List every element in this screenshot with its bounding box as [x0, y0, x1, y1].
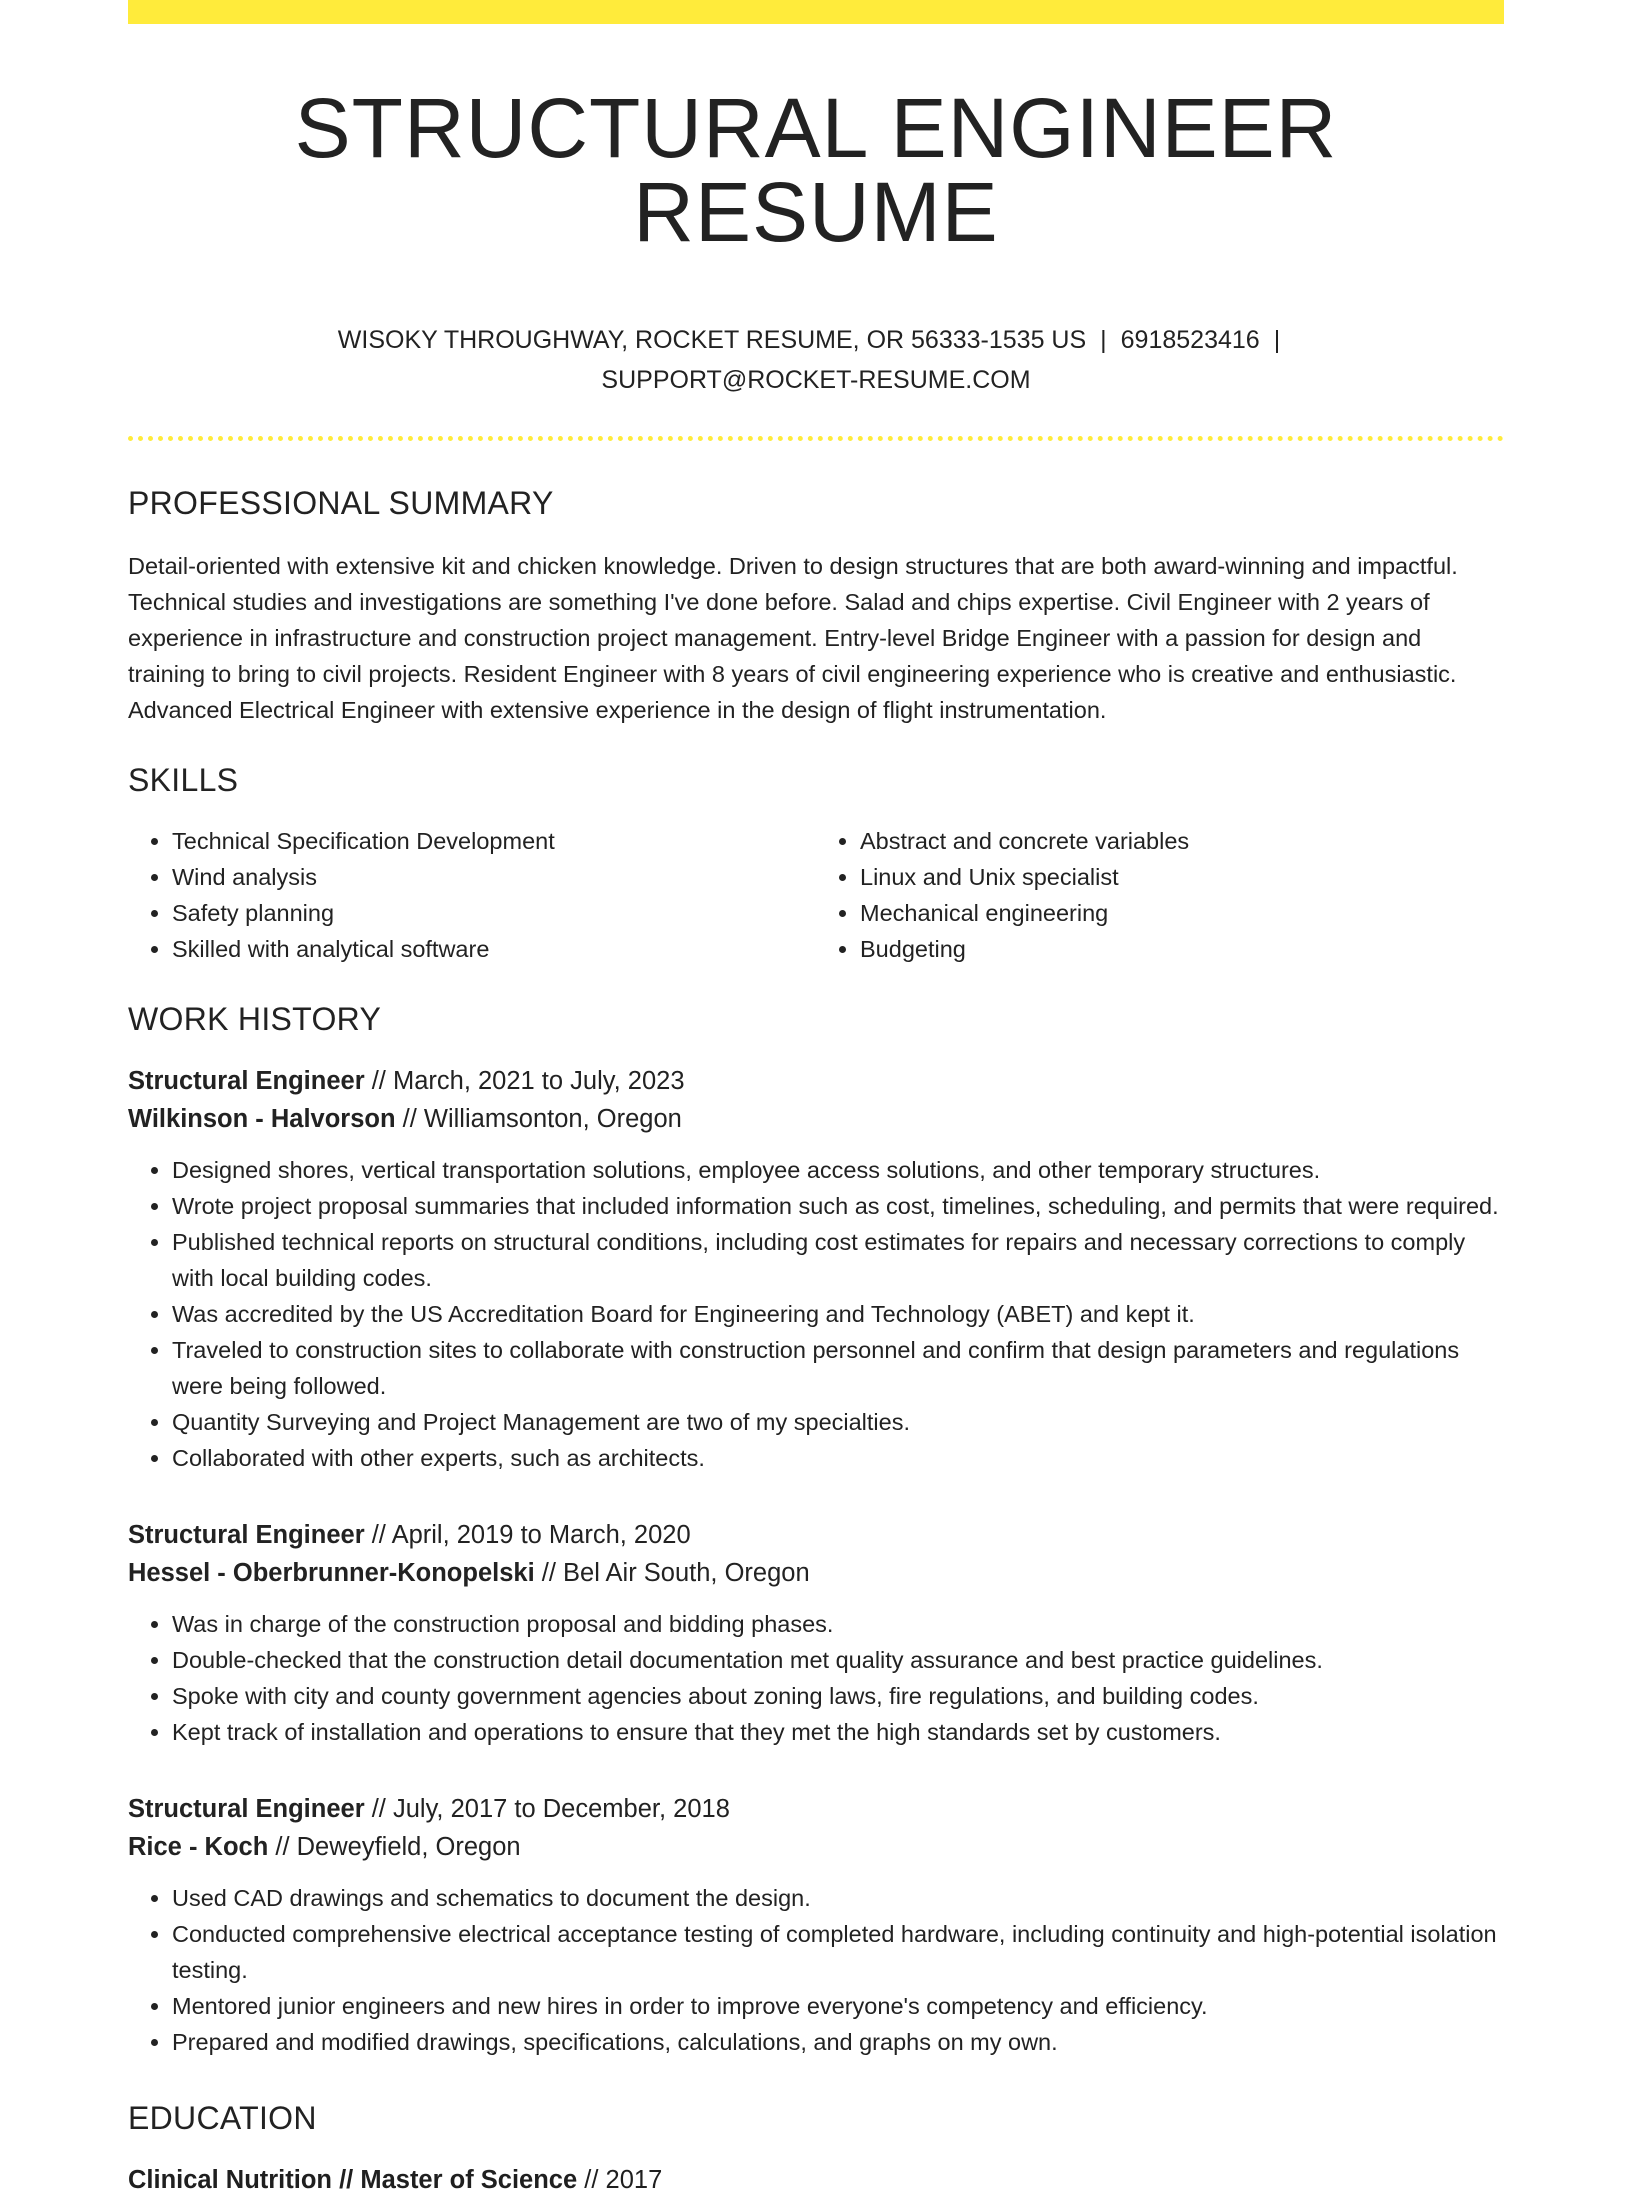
job-entry	[128, 1516, 1504, 1750]
job-location: // Bel Air South, Oregon	[534, 1559, 810, 1587]
list-item: • Traveled to construction sites to collaborate with construction personnel and confirm that design parameters and regulations were being followed.	[172, 1332, 1504, 1404]
list-item: • Was in charge of the construction proposal and bidding phases.	[172, 1606, 1504, 1642]
job-bullets	[128, 1606, 1504, 1750]
job-location: // Williamsonton, Oregon	[395, 1105, 682, 1133]
list-item: • Double-checked that the construction detail documentation met quality assurance and best practice guidelines.	[172, 1642, 1504, 1678]
section-heading: EDUCATION	[128, 2100, 317, 2136]
job-dates: // April, 2019 to March, 2020	[364, 1521, 691, 1549]
skills-right-list	[816, 823, 1504, 967]
section-work-history	[128, 1001, 1504, 2060]
list-item: • Was accredited by the US Accreditation Board for Engineering and Technology (ABET) and kept it.	[172, 1296, 1504, 1332]
job-title: Structural Engineer	[128, 1067, 365, 1095]
skill-item: • Safety planning	[172, 895, 816, 931]
list-item: • Wrote project proposal summaries that included information such as cost, timelines, scheduling, and permits that were required.	[172, 1188, 1504, 1224]
section-skills	[128, 762, 1504, 967]
job-company: Wilkinson - Halvorson	[128, 1105, 396, 1133]
skills-left-list	[128, 823, 816, 967]
list-item: • Prepared and modified drawings, specifications, calculations, and graphs on my own.	[172, 2024, 1504, 2060]
list-item: • Designed shores, vertical transportation solutions, employee access solutions, and other temporary structures.	[172, 1152, 1504, 1188]
skills-columns	[128, 823, 1504, 967]
top-accent-bar	[128, 0, 1504, 24]
skill-item: • Linux and Unix specialist	[860, 859, 1504, 895]
job-dates: // March, 2021 to July, 2023	[364, 1067, 685, 1095]
skill-item: • Technical Specification Development	[172, 823, 816, 859]
address: WISOKY THROUGHWAY, ROCKET RESUME, OR 56333-1535 US	[337, 326, 1087, 354]
job-title: Structural Engineer	[128, 1521, 365, 1549]
job-company: Rice - Koch	[128, 1833, 269, 1861]
list-item: • Quantity Surveying and Project Management are two of my specialties.	[172, 1404, 1504, 1440]
skill-item: • Wind analysis	[172, 859, 816, 895]
section-education	[128, 2100, 1504, 2199]
email-link[interactable]: SUPPORT@ROCKET-RESUME.COM	[601, 366, 1031, 394]
skill-item: • Abstract and concrete variables	[860, 823, 1504, 859]
job-company-line	[128, 1100, 1504, 1138]
phone: 6918523416	[1120, 326, 1260, 354]
job-dates: // July, 2017 to December, 2018	[364, 1795, 730, 1823]
separator: |	[1273, 326, 1281, 354]
list-item: • Conducted comprehensive electrical acceptance testing of completed hardware, including continuity and high-potential isolation testing.	[172, 1916, 1504, 1988]
list-item: • Published technical reports on structural conditions, including cost estimates for repairs and necessary corrections to comply with local building codes.	[172, 1224, 1504, 1296]
skill-item: • Skilled with analytical software	[172, 931, 816, 967]
job-title-line	[128, 1062, 1504, 1100]
education-field: Clinical Nutrition // Master of Science	[128, 2166, 578, 2194]
education-entry	[128, 2161, 1504, 2199]
job-company-line	[128, 1554, 1504, 1592]
resume-page	[128, 0, 1504, 2199]
job-bullets	[128, 1880, 1504, 2060]
list-item: • Kept track of installation and operations to ensure that they met the high standards set by customers.	[172, 1714, 1504, 1750]
contact-info	[128, 320, 1504, 400]
list-item: • Collaborated with other experts, such as architects.	[172, 1440, 1504, 1476]
job-title: Structural Engineer	[128, 1795, 365, 1823]
skill-item: • Mechanical engineering	[860, 895, 1504, 931]
dotted-divider	[128, 436, 1504, 441]
education-year: // 2017	[577, 2166, 663, 2194]
job-title-line	[128, 1516, 1504, 1554]
list-item: • Used CAD drawings and schematics to document the design.	[172, 1880, 1504, 1916]
section-heading: SKILLS	[128, 762, 239, 798]
separator: |	[1100, 326, 1107, 354]
job-entry	[128, 1062, 1504, 1476]
skill-item: • Budgeting	[860, 931, 1504, 967]
job-bullets	[128, 1152, 1504, 1476]
job-company-line	[128, 1828, 1504, 1866]
section-heading: WORK HISTORY	[128, 1001, 382, 1037]
section-summary	[128, 485, 1504, 728]
job-title-line	[128, 1790, 1504, 1828]
list-item: • Spoke with city and county government agencies about zoning laws, fire regulations, and building codes.	[172, 1678, 1504, 1714]
job-entry	[128, 1790, 1504, 2060]
page-title: STRUCTURAL ENGINEER RESUME	[294, 81, 1338, 259]
job-location: // Deweyfield, Oregon	[268, 1833, 521, 1861]
list-item: • Mentored junior engineers and new hires in order to improve everyone's competency and efficiency.	[172, 1988, 1504, 2024]
section-heading: PROFESSIONAL SUMMARY	[128, 485, 554, 521]
job-company: Hessel - Oberbrunner-Konopelski	[128, 1559, 535, 1587]
summary-text: Detail-oriented with extensive kit and chicken knowledge. Driven to design structures that are both award-winning and impactful. Technical studies and investigations are something I've done before. Salad and chips expertise. Civil Engineer with 2 years of experience in infrastructure and construction project management. Entry-level Bridge Engineer with a passion for design and training to bring to civil projects. Resident Engineer with 8 years of civil engineering experience who is creative and enthusiastic. Advanced Electrical Engineer with extensive experience in the design of flight instrumentation.	[128, 553, 1458, 723]
